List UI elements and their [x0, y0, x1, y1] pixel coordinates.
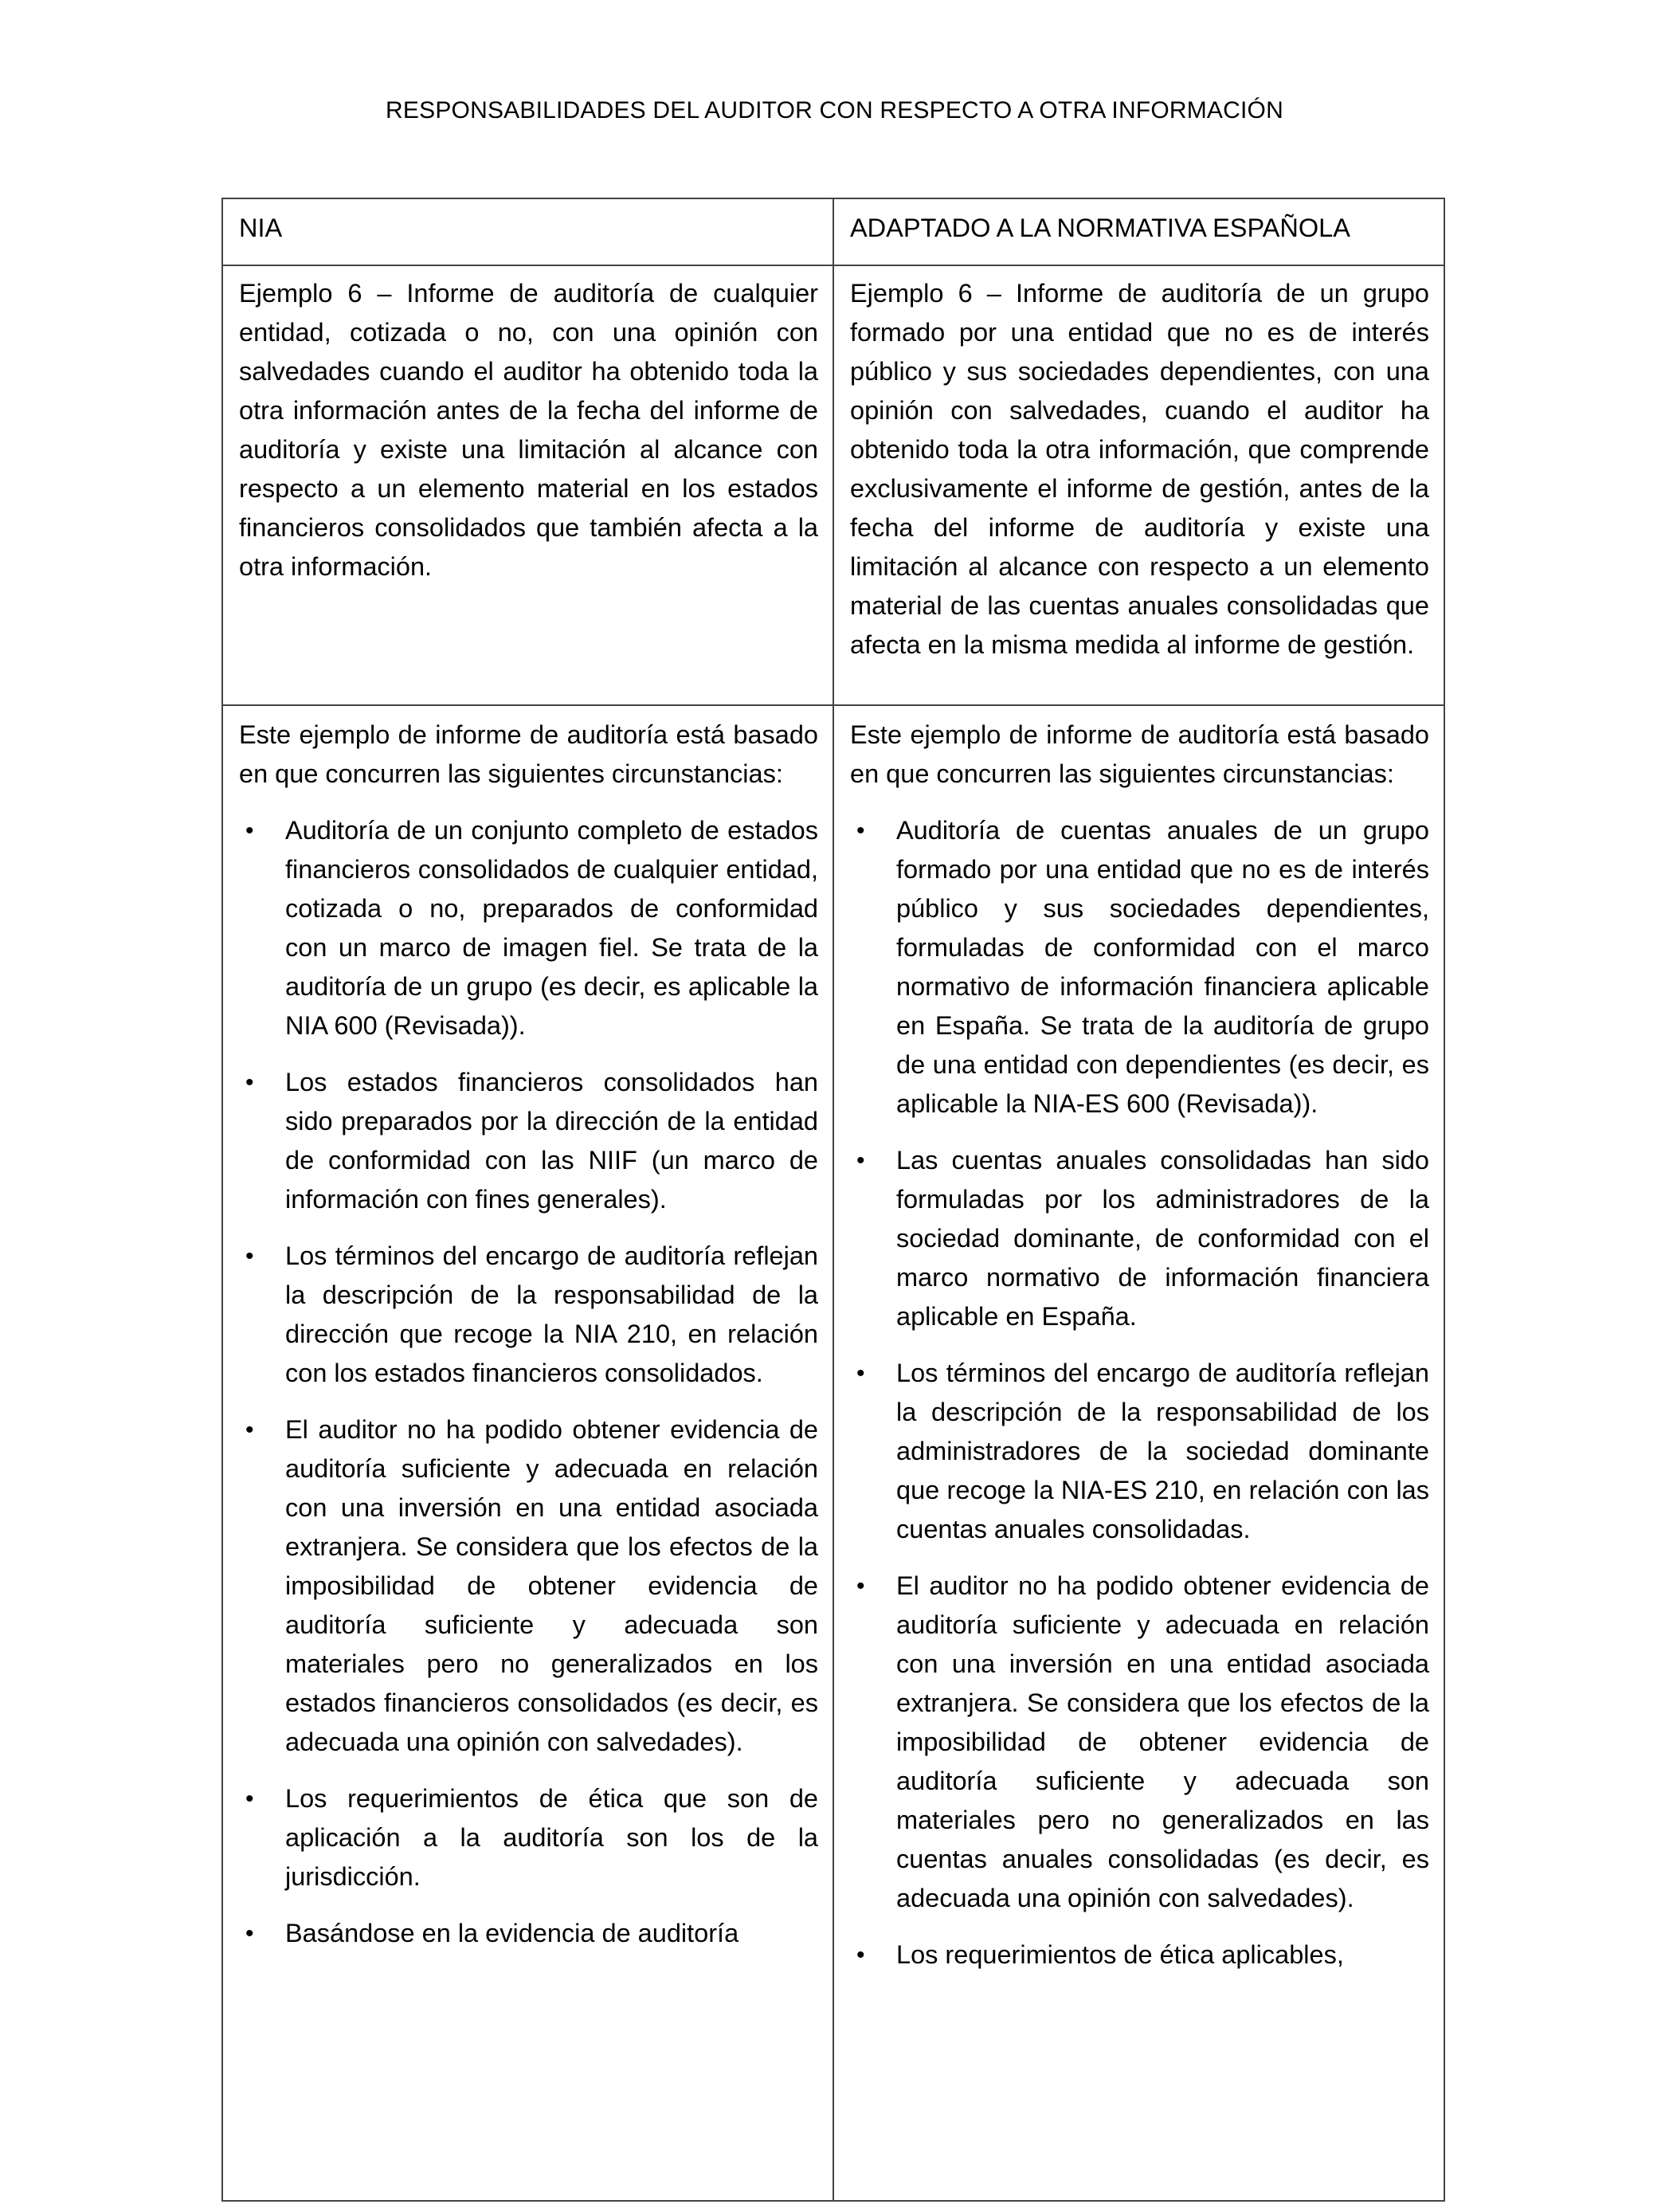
list-item	[850, 1936, 1429, 1975]
list-item-text: Los requerimientos de ética que son de aplicación a la auditoría son los de la jurisdicción.	[285, 1784, 818, 1891]
list-item	[239, 1410, 818, 1762]
list-item-text: El auditor no ha podido obtener evidencia de auditoría suficiente y adecuada en relación con una inversión en una entidad asociada extranjera. Se considera que los efectos de la imposibilidad de obtener evidencia de auditoría suficiente y adecuada son materiales pero no generalizados en los estados financieros consolidados (es decir, es adecuada una opinión con salvedades).	[285, 1415, 818, 1756]
list-item	[850, 1567, 1429, 1918]
example-title-adaptado: Ejemplo 6 – Informe de auditoría de un grupo formado por una entidad que no es de interés público y sus sociedades dependientes, con una opinión con salvedades, cuando el auditor ha obtenido toda la otra información, que comprende exclusivamente el informe de gestión, antes de la fecha del informe de auditoría y existe una limitación al alcance con respecto a un elemento material de las cuentas anuales consolidadas que afecta en la misma medida al informe de gestión.	[833, 265, 1444, 705]
bullet-icon: •	[856, 818, 865, 844]
circumstances-row	[222, 705, 1444, 2201]
circumstances-list-adaptado	[850, 811, 1429, 1975]
bullet-icon: •	[856, 1942, 865, 1968]
list-item	[850, 811, 1429, 1124]
list-item	[239, 1779, 818, 1896]
list-item	[850, 1354, 1429, 1549]
bullet-icon: •	[245, 1920, 254, 1947]
list-item	[239, 1914, 818, 1953]
example-title-nia: Ejemplo 6 – Informe de auditoría de cualquier entidad, cotizada o no, con una opinión con salvedades cuando el auditor ha obtenido toda la otra información antes de la fecha del informe de auditoría y existe una limitación al alcance con respecto a un elemento material en los estados financieros consolidados que también afecta a la otra información.	[222, 265, 833, 705]
list-item-text: Los términos del encargo de auditoría reflejan la descripción de la responsabilidad de la dirección que recoge la NIA 210, en relación con los estados financieros consolidados.	[285, 1241, 818, 1387]
circumstances-cell-nia	[222, 705, 833, 2201]
bullet-icon: •	[245, 818, 254, 844]
list-item	[850, 1141, 1429, 1336]
table-header-row	[222, 198, 1444, 265]
page-header: RESPONSABILIDADES DEL AUDITOR CON RESPECTO A OTRA INFORMACIÓN	[386, 97, 1283, 124]
bullet-icon: •	[245, 1417, 254, 1443]
list-item-text: Los términos del encargo de auditoría reflejan la descripción de la responsabilidad de los administradores de la sociedad dominante que recoge la NIA-ES 210, en relación con las cuentas anuales consolidadas.	[896, 1359, 1429, 1543]
list-item-text: Auditoría de un conjunto completo de estados financieros consolidados de cualquier entidad, cotizada o no, preparados de conformidad con un marco de imagen fiel. Se trata de la auditoría de un grupo (es decir, es aplicable la NIA 600 (Revisada)).	[285, 816, 818, 1040]
bullet-icon: •	[856, 1360, 865, 1386]
list-item	[239, 1237, 818, 1393]
list-item	[239, 1063, 818, 1219]
bullet-icon: •	[245, 1786, 254, 1812]
list-item	[239, 811, 818, 1045]
circumstances-cell-adaptado	[833, 705, 1444, 2201]
circumstances-list-nia	[239, 811, 818, 1953]
bullet-icon: •	[245, 1069, 254, 1096]
bullet-icon: •	[245, 1243, 254, 1269]
column-header-nia: NIA	[222, 198, 833, 265]
bullet-icon: •	[856, 1147, 865, 1174]
circumstances-intro-nia: Este ejemplo de informe de auditoría está basado en que concurren las siguientes circunstancias:	[239, 720, 818, 788]
column-header-adaptado: ADAPTADO A LA NORMATIVA ESPAÑOLA	[833, 198, 1444, 265]
bullet-icon: •	[856, 1573, 865, 1599]
list-item-text: Los requerimientos de ética aplicables,	[896, 1940, 1344, 1969]
example-title-row	[222, 265, 1444, 705]
list-item-text: Auditoría de cuentas anuales de un grupo formado por una entidad que no es de interés público y sus sociedades dependientes, formuladas de conformidad con el marco normativo de información financiera aplicable en España. Se trata de la auditoría de grupo de una entidad con dependientes (es decir, es aplicable la NIA-ES 600 (Revisada)).	[896, 816, 1429, 1118]
circumstances-intro-adaptado: Este ejemplo de informe de auditoría está basado en que concurren las siguientes circunstancias:	[850, 720, 1429, 788]
list-item-text: Basándose en la evidencia de auditoría	[285, 1919, 739, 1947]
list-item-text: Las cuentas anuales consolidadas han sido formuladas por los administradores de la sociedad dominante, de conformidad con el marco normativo de información financiera aplicable en España.	[896, 1146, 1429, 1331]
comparison-table	[221, 198, 1445, 2202]
list-item-text: El auditor no ha podido obtener evidencia de auditoría suficiente y adecuada en relación con una inversión en una entidad asociada extranjera. Se considera que los efectos de la imposibilidad de obtener evidencia de auditoría suficiente y adecuada son materiales pero no generalizados en las cuentas anuales consolidadas (es decir, es adecuada una opinión con salvedades).	[896, 1571, 1429, 1912]
list-item-text: Los estados financieros consolidados han sido preparados por la dirección de la entidad de conformidad con las NIIF (un marco de información con fines generales).	[285, 1068, 818, 1214]
